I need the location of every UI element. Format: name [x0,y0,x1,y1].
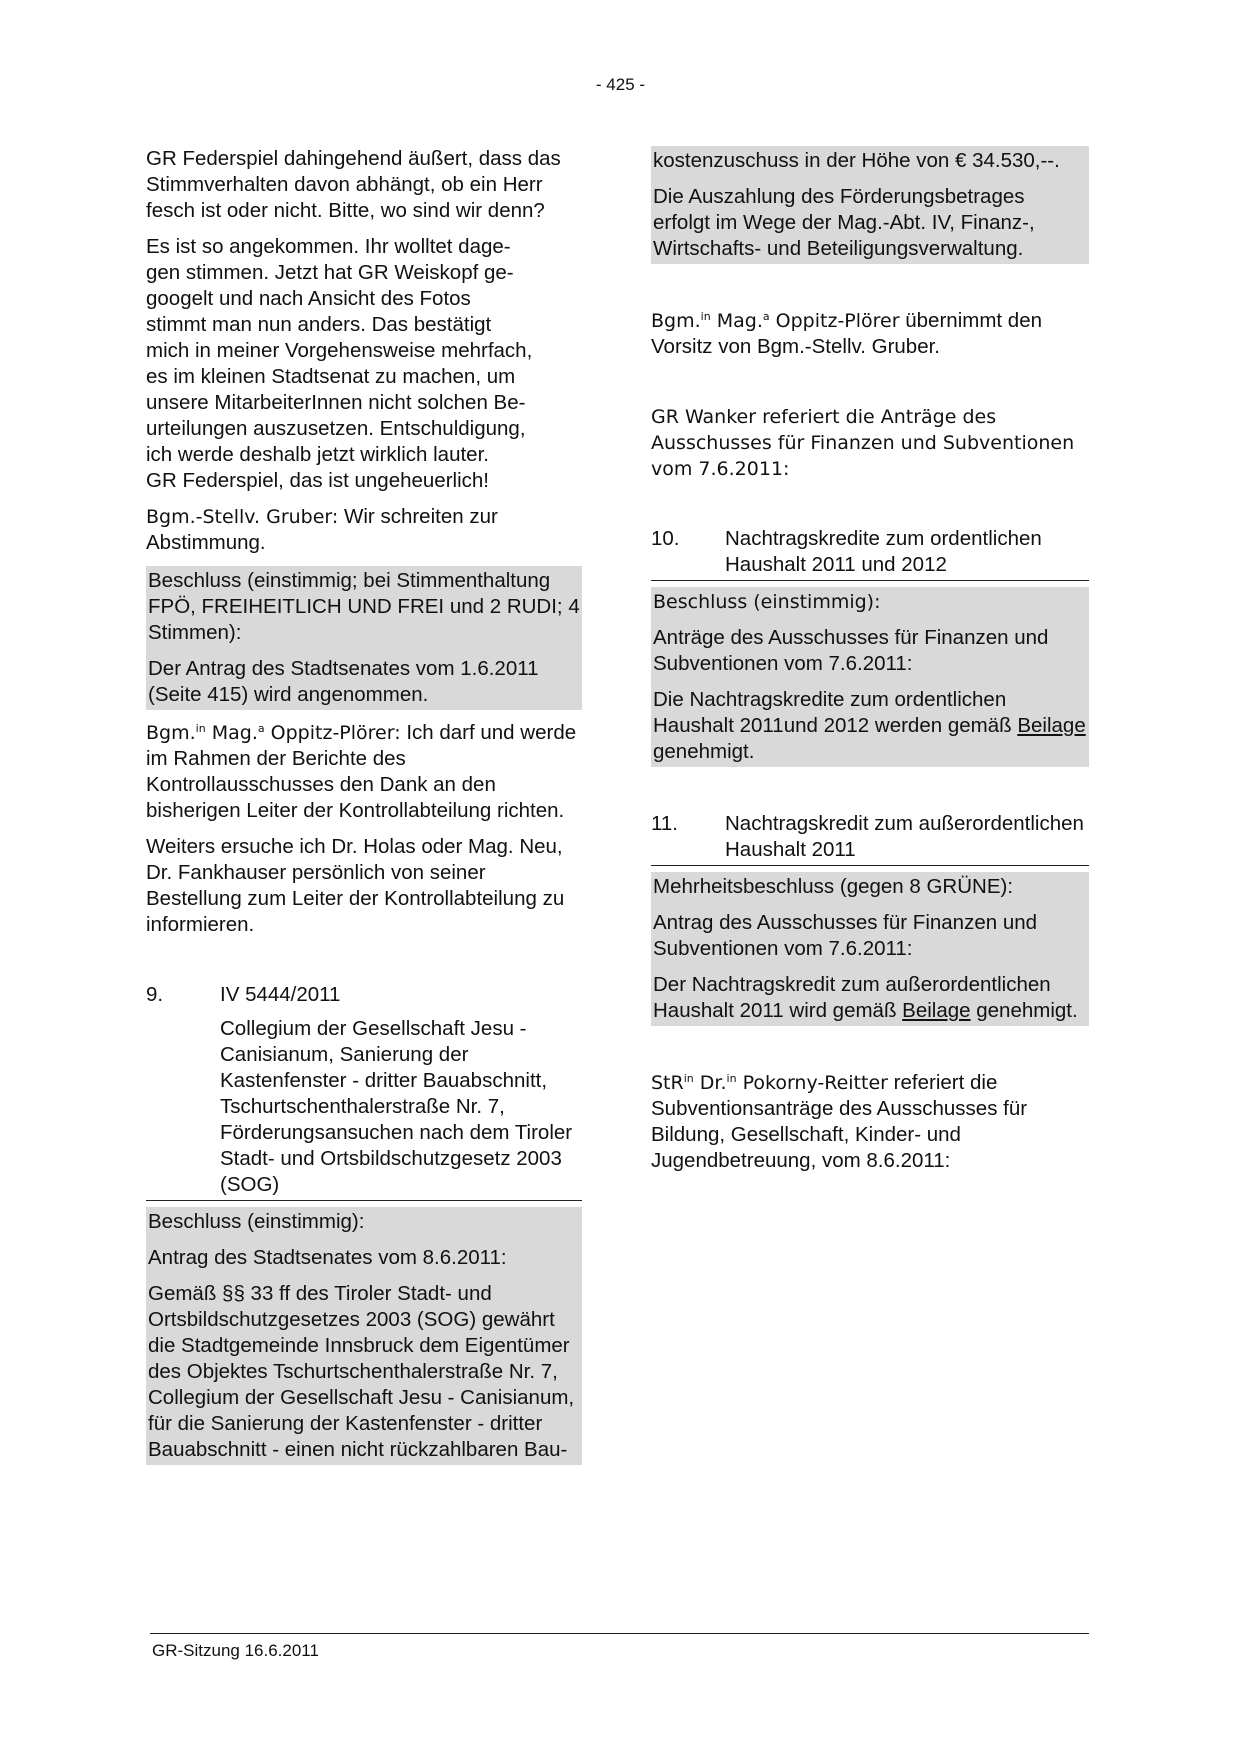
text-line: Es ist so angekommen. Ihr wolltet dage- [146,235,511,258]
resolution-text: Die Nachtragskredite zum ordentlichen Haushalt 2011und 2012 werden gemäß Beilage genehmigt. [653,688,1086,763]
text-line: stimmt man nun anders. Das bestätigt [146,313,492,336]
text-line: es im kleinen Stadtsenat zu machen, um [146,365,516,388]
text-line: googelt und nach Ansicht des Fotos [146,287,471,310]
text-line: unsere MitarbeiterInnen nicht solchen Be- [146,391,526,414]
resolution-label: Beschluss (einstimmig): [653,591,881,613]
item-title: Nachtragskredit zum außerordentlichen Haushalt 2011 [725,812,1084,861]
speaker-name: StR$^{in}$ Dr.$^{in}$ Pokorny-Reitter [651,1072,888,1094]
resolution-block-9 [146,1207,582,1465]
text-line: urteilungen auszusetzen. Entschuldigung, [146,417,526,440]
text-line: mich in meiner Vorgehensweise mehrfach, [146,339,533,362]
speaker-oppitz-ploerer [146,720,582,824]
resolution-block-1 [146,566,582,710]
speaker-gruber [146,504,582,556]
attachment-link[interactable]: Beilage [1017,714,1086,737]
resolution-label: Mehrheitsbeschluss (gegen 8 GRÜNE): [653,875,1014,898]
resolution-block-10 [651,587,1089,767]
item-10-header [651,526,1089,581]
speaker-text: Wir schreiten zur Abstimmung. [146,505,498,554]
resolution-text: Der Antrag des Stadtsenates vom 1.6.2011 (Seite 415) wird angenommen. [148,657,539,706]
item-11-header [651,811,1089,866]
speaker-wanker [651,404,1089,482]
resolution-label: Beschluss (einstimmig): [148,1210,365,1233]
resolution-label: Beschluss (einstimmig; bei Stimmenthaltung FPÖ, FREIHEITLICH UND FREI und 2 RUDI; 4 Stimmen): [148,569,580,644]
page-number: - 425 - [595,75,646,94]
speaker-text: referiert die Anträge des Ausschusses für Finanzen und Subventionen vom 7.6.2011: [651,406,1075,480]
attachment-link[interactable]: Beilage [902,999,971,1022]
chair-change-text: übernimmt den Vorsitz von Bgm.-Stellv. Gruber. [651,309,1042,358]
item-title: Collegium der Gesellschaft Jesu - Canisianum, Sanierung der Kastenfenster - dritter Bauabschnitt, Tschurtschenthalerstraße Nr. 7, Förderungsansuchen nach dem Tiroler Stadt- und Ortsbildschutzgesetz 2003 (SOG) [220,1017,573,1196]
resolution-motion: Antrag des Ausschusses für Finanzen und Subventionen vom 7.6.2011: [653,911,1038,960]
resolution-text: Der Nachtragskredit zum außerordentlichen Haushalt 2011 wird gemäß Beilage genehmigt. [653,973,1078,1022]
item-number: 11. [651,812,678,835]
item-number: 10. [651,527,680,550]
resolution-motion: Antrag des Stadtsenates vom 8.6.2011: [148,1246,507,1269]
paragraph-angekommen [146,234,582,494]
paragraph-federspiel: GR Federspiel dahingehend äußert, dass das Stimmverhalten davon abhängt, ob ein Herr fesch ist oder nicht. Bitte, wo sind wir denn? [146,147,561,222]
speaker-name: Bgm.$^{in}$ Mag.$^a$ Oppitz-Plörer [651,310,900,332]
item-number: 9. [146,983,164,1006]
resolution-motion: Anträge des Ausschusses für Finanzen und Subventionen vom 7.6.2011: [653,626,1049,675]
resolution-block-11 [651,872,1089,1026]
resolution-text: Gemäß §§ 33 ff des Tiroler Stadt- und Ortsbildschutzgesetzes 2003 (SOG) gewährt die Stadtgemeinde Innsbruck dem Eigentümer des Objektes Tschurtschenthalerstraße Nr. 7, Collegium der Gesellschaft Jesu - Canisianum, für die Sanierung der Kastenfenster - dritter Bauabschnitt - einen nicht rückzahlbaren Bau- [148,1282,575,1461]
footer-session: GR-Sitzung 16.6.2011 [152,1641,319,1660]
chair-change [651,308,1089,360]
item-9-header [146,982,582,1008]
item-9-title-block [146,1016,582,1201]
speaker-pokorny-reitter [651,1070,1089,1174]
payment-text: Die Auszahlung des Förderungsbetrages erfolgt im Wege der Mag.-Abt. IV, Finanz-, Wirtschafts- und Beteiligungsverwaltung. [653,185,1035,260]
paragraph-weiters: Weiters ersuche ich Dr. Holas oder Mag. Neu, Dr. Fankhauser persönlich von seiner Bestellung zum Leiter der Kontrollabteilung zu informieren. [146,835,565,936]
footer-divider [150,1633,1089,1634]
speaker-text: referiert die Subventionsanträge des Ausschusses für Bildung, Gesellschaft, Kinder- und Jugendbetreuung, vom 8.6.2011: [651,1071,1028,1172]
text-line: GR Federspiel, das ist ungeheuerlich! [146,469,489,492]
speaker-text: Ich darf und werde im Rahmen der Berichte des Kontrollausschusses den Dank an den bisherigen Leiter der Kontrollabteilung richten. [146,721,577,822]
text-line: gen stimmen. Jetzt hat GR Weiskopf ge- [146,261,514,284]
text-line: ich werde deshalb jetzt wirklich lauter. [146,443,489,466]
item-code: IV 5444/2011 [220,983,341,1006]
resolution-continuation [651,146,1089,264]
left-column [146,146,582,1465]
speaker-name: Bgm.$^{in}$ Mag.$^a$ Oppitz-Plörer: [146,722,401,744]
speaker-name: Bgm.-Stellv. Gruber: [146,506,339,528]
speaker-name: GR Wanker [651,406,757,428]
right-column [651,146,1089,1184]
item-title: Nachtragskredite zum ordentlichen Haushalt 2011 und 2012 [725,527,1042,576]
continuation-text: kostenzuschuss in der Höhe von € 34.530,--. [653,149,1060,172]
